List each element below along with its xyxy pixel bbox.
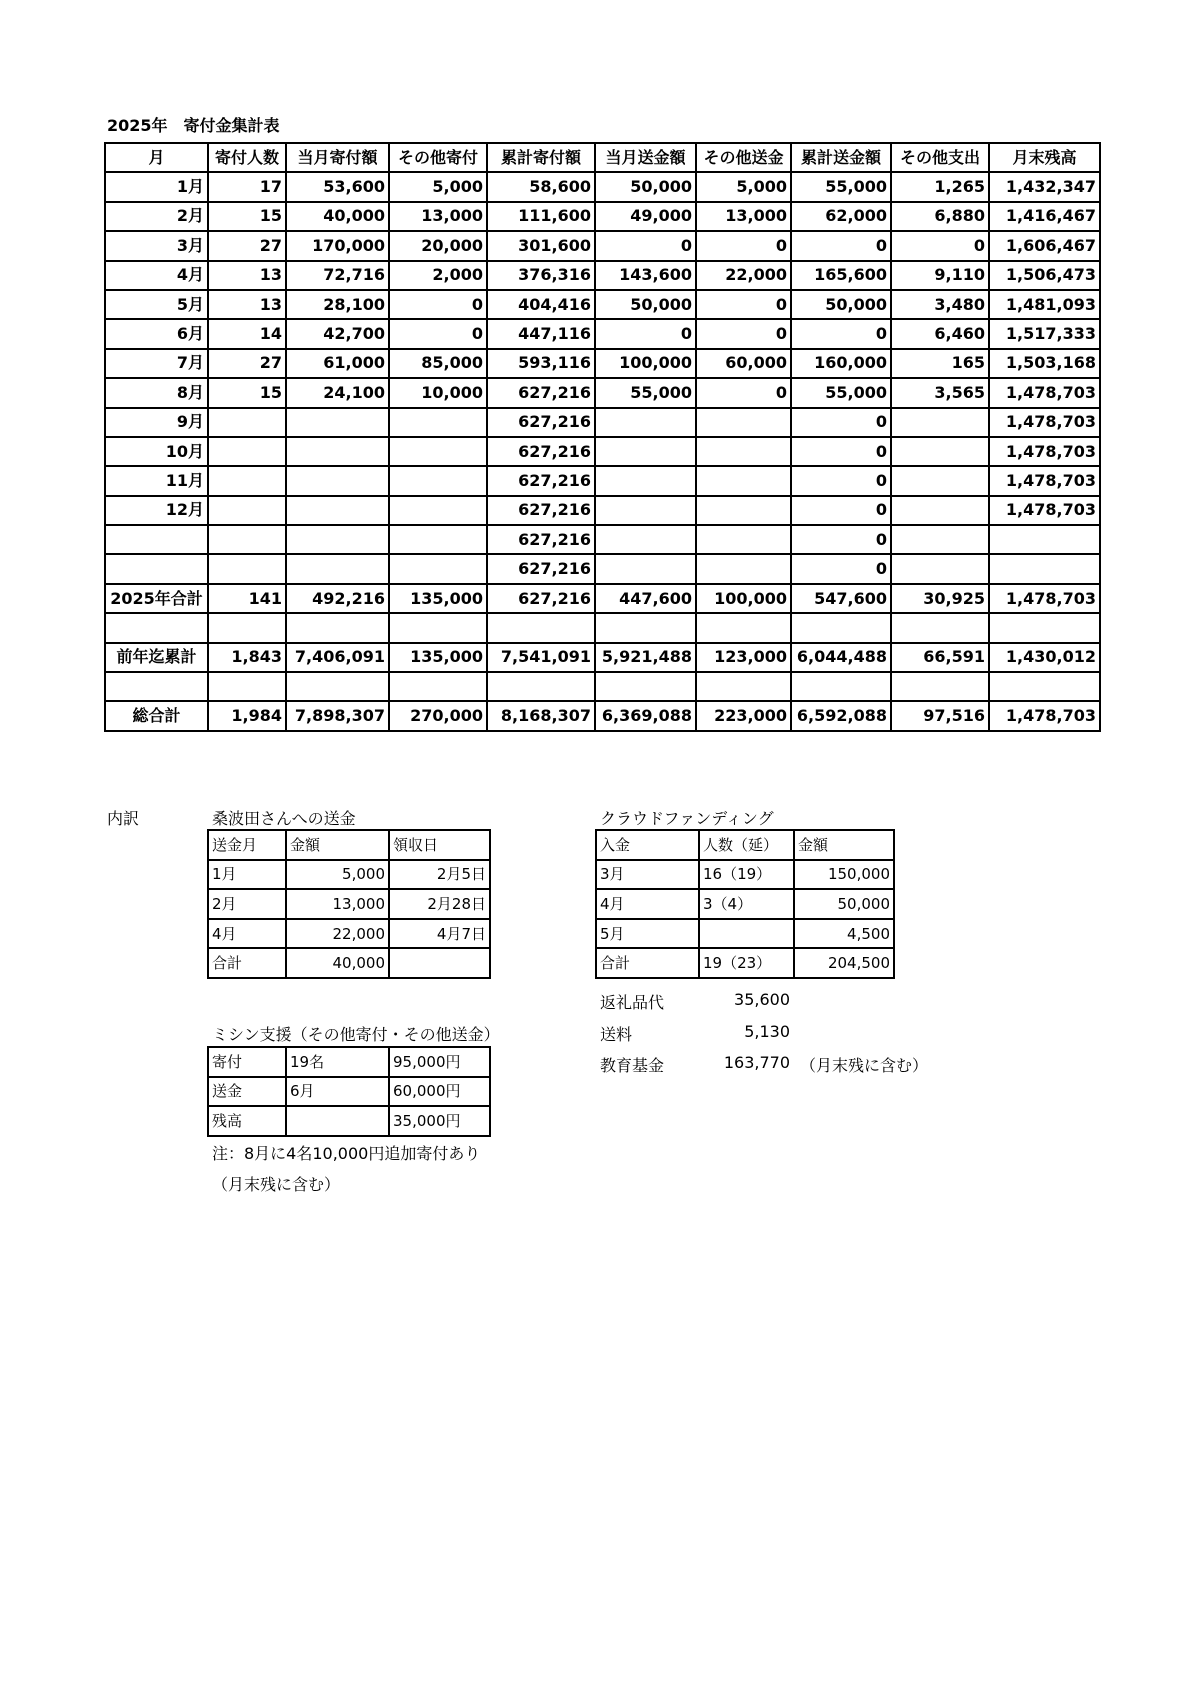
- table-cell: 1,478,703: [989, 408, 1100, 437]
- table-cell: 5,000: [696, 172, 791, 201]
- table-header-row: [105, 143, 1100, 172]
- table-cell: 492,216: [286, 584, 389, 613]
- table-cell: 0: [791, 466, 891, 495]
- table-row: [105, 643, 1100, 672]
- table-cell: 58,600: [487, 172, 595, 201]
- table-row: [208, 889, 490, 919]
- table-cell: 1,517,333: [989, 319, 1100, 348]
- table-cell: 13: [208, 290, 286, 319]
- table-cell: [208, 613, 286, 642]
- table-cell: [595, 525, 696, 554]
- table-cell: [595, 496, 696, 525]
- table-cell: 301,600: [487, 231, 595, 260]
- table-cell: 合計: [596, 948, 699, 978]
- table-cell: [286, 408, 389, 437]
- table-cell: 2月5日: [389, 860, 490, 890]
- table-cell: 6,460: [891, 319, 989, 348]
- table-cell: [891, 408, 989, 437]
- table-cell: 5月: [596, 919, 699, 949]
- crowdfunding-title: クラウドファンディング: [600, 809, 774, 828]
- table-cell: [891, 554, 989, 583]
- table-cell: 1,416,467: [989, 202, 1100, 231]
- table-cell: 223,000: [696, 701, 791, 730]
- table-header-row: [208, 830, 490, 860]
- row-label: 3月: [105, 231, 208, 260]
- table-cell: 55,000: [791, 172, 891, 201]
- table-cell: 95,000円: [389, 1047, 490, 1077]
- table-cell: 27: [208, 349, 286, 378]
- table-cell: 24,100: [286, 378, 389, 407]
- table-cell: 627,216: [487, 496, 595, 525]
- donation-summary-table: [104, 142, 1101, 732]
- table-cell: [208, 496, 286, 525]
- table-cell: 135,000: [389, 584, 487, 613]
- table-cell: 1,481,093: [989, 290, 1100, 319]
- table-cell: 1,430,012: [989, 643, 1100, 672]
- table-cell: 1,478,703: [989, 378, 1100, 407]
- table-cell: [699, 919, 794, 949]
- table-cell: [208, 466, 286, 495]
- table-cell: 141: [208, 584, 286, 613]
- table-cell: 6,369,088: [595, 701, 696, 730]
- table-cell: 1,478,703: [989, 437, 1100, 466]
- table-cell: 10,000: [389, 378, 487, 407]
- table-cell: 0: [791, 437, 891, 466]
- table-cell: [595, 437, 696, 466]
- table-row: [105, 231, 1100, 260]
- kuwahata-header-month: 送金月: [208, 830, 286, 860]
- table-row: [208, 1106, 490, 1136]
- table-cell: 97,516: [891, 701, 989, 730]
- table-cell: 4,500: [794, 919, 894, 949]
- sewing-table: [207, 1046, 491, 1137]
- table-cell: 3,480: [891, 290, 989, 319]
- table-cell: [891, 613, 989, 642]
- table-cell: 送金: [208, 1077, 286, 1107]
- header-month: 月: [105, 143, 208, 172]
- table-cell: 5,000: [286, 860, 389, 890]
- table-cell: 49,000: [595, 202, 696, 231]
- table-cell: 28,100: [286, 290, 389, 319]
- table-cell: 111,600: [487, 202, 595, 231]
- table-cell: [208, 672, 286, 701]
- table-row: [596, 919, 894, 949]
- table-cell: [891, 672, 989, 701]
- table-cell: [891, 437, 989, 466]
- table-cell: [696, 466, 791, 495]
- table-cell: 22,000: [696, 261, 791, 290]
- page-title: 2025年 寄付金集計表: [107, 116, 280, 135]
- table-cell: [208, 525, 286, 554]
- table-row: [105, 584, 1100, 613]
- table-cell: 1,843: [208, 643, 286, 672]
- table-cell: 0: [791, 319, 891, 348]
- table-cell: [487, 672, 595, 701]
- table-cell: [389, 948, 490, 978]
- table-cell: 165: [891, 349, 989, 378]
- table-cell: [595, 672, 696, 701]
- table-cell: 9,110: [891, 261, 989, 290]
- row-label: 6月: [105, 319, 208, 348]
- kuwahata-table: [207, 829, 491, 979]
- table-cell: 447,600: [595, 584, 696, 613]
- table-cell: 0: [791, 554, 891, 583]
- row-label: 12月: [105, 496, 208, 525]
- row-label: [105, 613, 208, 642]
- table-cell: 13,000: [389, 202, 487, 231]
- row-label: [105, 525, 208, 554]
- header-monthly-remittance: 当月送金額: [595, 143, 696, 172]
- table-row: [105, 290, 1100, 319]
- table-cell: 0: [791, 525, 891, 554]
- table-cell: 0: [595, 231, 696, 260]
- table-row: [208, 860, 490, 890]
- table-cell: 20,000: [389, 231, 487, 260]
- table-cell: 3（4）: [699, 889, 794, 919]
- header-cumulative-remittance: 累計送金額: [791, 143, 891, 172]
- table-cell: 50,000: [794, 889, 894, 919]
- shipping-label: 送料: [600, 1025, 633, 1044]
- table-cell: [791, 672, 891, 701]
- table-cell: 627,216: [487, 554, 595, 583]
- table-cell: 16（19）: [699, 860, 794, 890]
- table-cell: 60,000: [696, 349, 791, 378]
- table-cell: 0: [696, 290, 791, 319]
- table-cell: [389, 613, 487, 642]
- crowdfunding-header-amount: 金額: [794, 830, 894, 860]
- table-cell: 1,606,467: [989, 231, 1100, 260]
- table-cell: 0: [791, 408, 891, 437]
- education-fund-value: 163,770: [723, 1053, 790, 1072]
- table-cell: [286, 672, 389, 701]
- row-label: 2025年合計: [105, 584, 208, 613]
- table-row: [208, 1077, 490, 1107]
- table-cell: [208, 408, 286, 437]
- table-cell: 14: [208, 319, 286, 348]
- table-cell: 204,500: [794, 948, 894, 978]
- table-cell: 627,216: [487, 466, 595, 495]
- table-cell: 5,921,488: [595, 643, 696, 672]
- table-cell: 8,168,307: [487, 701, 595, 730]
- table-cell: [286, 466, 389, 495]
- table-cell: [989, 525, 1100, 554]
- table-row: [105, 525, 1100, 554]
- table-cell: 3,565: [891, 378, 989, 407]
- table-cell: [891, 525, 989, 554]
- table-cell: 6,592,088: [791, 701, 891, 730]
- return-gift-value: 35,600: [734, 990, 790, 1009]
- table-cell: [487, 613, 595, 642]
- table-cell: 143,600: [595, 261, 696, 290]
- row-label: 5月: [105, 290, 208, 319]
- table-row: [105, 319, 1100, 348]
- table-row: [596, 948, 894, 978]
- table-cell: 50,000: [791, 290, 891, 319]
- table-cell: 合計: [208, 948, 286, 978]
- education-fund-note: （月末残に含む）: [800, 1056, 929, 1075]
- row-label: [105, 672, 208, 701]
- table-row: [208, 919, 490, 949]
- table-cell: 61,000: [286, 349, 389, 378]
- table-row: [105, 172, 1100, 201]
- table-cell: 1,984: [208, 701, 286, 730]
- row-label: 11月: [105, 466, 208, 495]
- table-cell: 2月28日: [389, 889, 490, 919]
- table-cell: 1月: [208, 860, 286, 890]
- table-cell: [389, 525, 487, 554]
- table-row: [596, 860, 894, 890]
- table-row: [105, 672, 1100, 701]
- table-cell: [389, 496, 487, 525]
- table-cell: 7,898,307: [286, 701, 389, 730]
- education-fund-label: 教育基金: [600, 1056, 665, 1075]
- table-cell: 2,000: [389, 261, 487, 290]
- table-cell: 22,000: [286, 919, 389, 949]
- sewing-title: ミシン支援（その他寄付・その他送金）: [212, 1025, 500, 1044]
- table-cell: [696, 613, 791, 642]
- table-cell: 1,478,703: [989, 584, 1100, 613]
- row-label: 10月: [105, 437, 208, 466]
- table-cell: 5,000: [389, 172, 487, 201]
- header-month-end-balance: 月末残高: [989, 143, 1100, 172]
- table-cell: 7,541,091: [487, 643, 595, 672]
- table-cell: [989, 554, 1100, 583]
- table-cell: [989, 613, 1100, 642]
- breakdown-label: 内訳: [107, 809, 140, 828]
- table-row: [105, 261, 1100, 290]
- row-label: 1月: [105, 172, 208, 201]
- table-cell: 19名: [286, 1047, 389, 1077]
- table-cell: 35,000円: [389, 1106, 490, 1136]
- table-cell: 593,116: [487, 349, 595, 378]
- table-cell: 42,700: [286, 319, 389, 348]
- sewing-note: 注：8月に4名10,000円追加寄付あり: [212, 1144, 481, 1163]
- table-cell: [208, 554, 286, 583]
- table-cell: 165,600: [791, 261, 891, 290]
- kuwahata-title: 桑波田さんへの送金: [212, 809, 356, 828]
- table-cell: 135,000: [389, 643, 487, 672]
- table-cell: 6月: [286, 1077, 389, 1107]
- crowdfunding-table: [595, 829, 895, 979]
- table-cell: 50,000: [595, 290, 696, 319]
- table-cell: 0: [595, 319, 696, 348]
- table-cell: 15: [208, 378, 286, 407]
- table-cell: 寄付: [208, 1047, 286, 1077]
- table-cell: 447,116: [487, 319, 595, 348]
- table-cell: [595, 613, 696, 642]
- table-cell: 40,000: [286, 202, 389, 231]
- table-cell: 55,000: [791, 378, 891, 407]
- table-cell: [891, 496, 989, 525]
- table-cell: [696, 554, 791, 583]
- table-cell: [595, 554, 696, 583]
- table-cell: [286, 437, 389, 466]
- table-row: [105, 202, 1100, 231]
- table-cell: [791, 613, 891, 642]
- table-row: [105, 408, 1100, 437]
- table-cell: 66,591: [891, 643, 989, 672]
- row-label: 2月: [105, 202, 208, 231]
- table-cell: 627,216: [487, 437, 595, 466]
- table-cell: 62,000: [791, 202, 891, 231]
- table-cell: 2月: [208, 889, 286, 919]
- row-label: 前年迄累計: [105, 643, 208, 672]
- table-cell: 1,478,703: [989, 496, 1100, 525]
- table-cell: [696, 672, 791, 701]
- table-row: [208, 1047, 490, 1077]
- header-other-expense: その他支出: [891, 143, 989, 172]
- table-cell: [595, 408, 696, 437]
- table-header-row: [596, 830, 894, 860]
- row-label: 4月: [105, 261, 208, 290]
- table-cell: 6,044,488: [791, 643, 891, 672]
- table-cell: 0: [791, 496, 891, 525]
- table-cell: [696, 496, 791, 525]
- row-label: 9月: [105, 408, 208, 437]
- table-cell: [286, 554, 389, 583]
- row-label: 総合計: [105, 701, 208, 730]
- table-cell: 53,600: [286, 172, 389, 201]
- table-cell: 17: [208, 172, 286, 201]
- crowdfunding-header-deposit: 入金: [596, 830, 699, 860]
- table-cell: 72,716: [286, 261, 389, 290]
- table-cell: 627,216: [487, 408, 595, 437]
- header-donor-count: 寄付人数: [208, 143, 286, 172]
- table-cell: 160,000: [791, 349, 891, 378]
- header-cumulative-donation: 累計寄付額: [487, 143, 595, 172]
- header-other-donation: その他寄付: [389, 143, 487, 172]
- table-row: [105, 349, 1100, 378]
- table-cell: 60,000円: [389, 1077, 490, 1107]
- table-cell: [389, 466, 487, 495]
- table-cell: 1,265: [891, 172, 989, 201]
- table-cell: [696, 437, 791, 466]
- table-row: [105, 437, 1100, 466]
- table-row: [105, 378, 1100, 407]
- table-cell: 170,000: [286, 231, 389, 260]
- table-row: [105, 496, 1100, 525]
- table-cell: 0: [389, 290, 487, 319]
- table-cell: 40,000: [286, 948, 389, 978]
- table-row: [105, 554, 1100, 583]
- table-cell: 1,432,347: [989, 172, 1100, 201]
- table-cell: 376,316: [487, 261, 595, 290]
- table-cell: 30,925: [891, 584, 989, 613]
- table-cell: 19（23）: [699, 948, 794, 978]
- table-cell: 1,478,703: [989, 466, 1100, 495]
- table-cell: 270,000: [389, 701, 487, 730]
- table-cell: 0: [791, 231, 891, 260]
- header-monthly-donation: 当月寄付額: [286, 143, 389, 172]
- table-cell: 6,880: [891, 202, 989, 231]
- table-cell: 0: [389, 319, 487, 348]
- table-cell: 100,000: [696, 584, 791, 613]
- kuwahata-header-amount: 金額: [286, 830, 389, 860]
- kuwahata-header-receipt-date: 領収日: [389, 830, 490, 860]
- table-cell: [389, 437, 487, 466]
- table-cell: 0: [891, 231, 989, 260]
- table-cell: 1,478,703: [989, 701, 1100, 730]
- row-label: 7月: [105, 349, 208, 378]
- table-cell: 1,503,168: [989, 349, 1100, 378]
- table-cell: [891, 466, 989, 495]
- table-cell: [595, 466, 696, 495]
- shipping-value: 5,130: [744, 1022, 790, 1041]
- table-cell: 27: [208, 231, 286, 260]
- table-cell: 627,216: [487, 584, 595, 613]
- table-cell: 55,000: [595, 378, 696, 407]
- table-row: [596, 889, 894, 919]
- table-cell: 4月: [596, 889, 699, 919]
- return-gift-label: 返礼品代: [600, 993, 665, 1012]
- table-cell: 123,000: [696, 643, 791, 672]
- table-cell: 50,000: [595, 172, 696, 201]
- table-cell: 7,406,091: [286, 643, 389, 672]
- table-cell: 627,216: [487, 378, 595, 407]
- table-cell: 150,000: [794, 860, 894, 890]
- table-cell: [286, 1106, 389, 1136]
- table-cell: 13,000: [696, 202, 791, 231]
- table-cell: 404,416: [487, 290, 595, 319]
- table-cell: 13: [208, 261, 286, 290]
- table-cell: [696, 525, 791, 554]
- table-cell: 0: [696, 378, 791, 407]
- table-cell: 4月7日: [389, 919, 490, 949]
- table-cell: [389, 408, 487, 437]
- table-cell: [696, 408, 791, 437]
- table-cell: [389, 672, 487, 701]
- crowdfunding-header-people: 人数（延）: [699, 830, 794, 860]
- table-cell: 13,000: [286, 889, 389, 919]
- table-row: [105, 613, 1100, 642]
- table-cell: 100,000: [595, 349, 696, 378]
- table-cell: 4月: [208, 919, 286, 949]
- row-label: [105, 554, 208, 583]
- table-cell: 1,506,473: [989, 261, 1100, 290]
- table-cell: 627,216: [487, 525, 595, 554]
- table-cell: 85,000: [389, 349, 487, 378]
- table-row: [208, 948, 490, 978]
- table-cell: [208, 437, 286, 466]
- table-cell: 0: [696, 231, 791, 260]
- table-cell: 3月: [596, 860, 699, 890]
- table-row: [105, 466, 1100, 495]
- table-row: [105, 701, 1100, 730]
- table-cell: 547,600: [791, 584, 891, 613]
- table-cell: 0: [696, 319, 791, 348]
- table-cell: [286, 613, 389, 642]
- table-cell: [286, 496, 389, 525]
- row-label: 8月: [105, 378, 208, 407]
- header-other-remittance: その他送金: [696, 143, 791, 172]
- table-cell: [286, 525, 389, 554]
- table-cell: 15: [208, 202, 286, 231]
- table-cell: 残高: [208, 1106, 286, 1136]
- table-cell: [389, 554, 487, 583]
- table-cell: [989, 672, 1100, 701]
- sewing-note-2: （月末残に含む）: [212, 1175, 341, 1194]
